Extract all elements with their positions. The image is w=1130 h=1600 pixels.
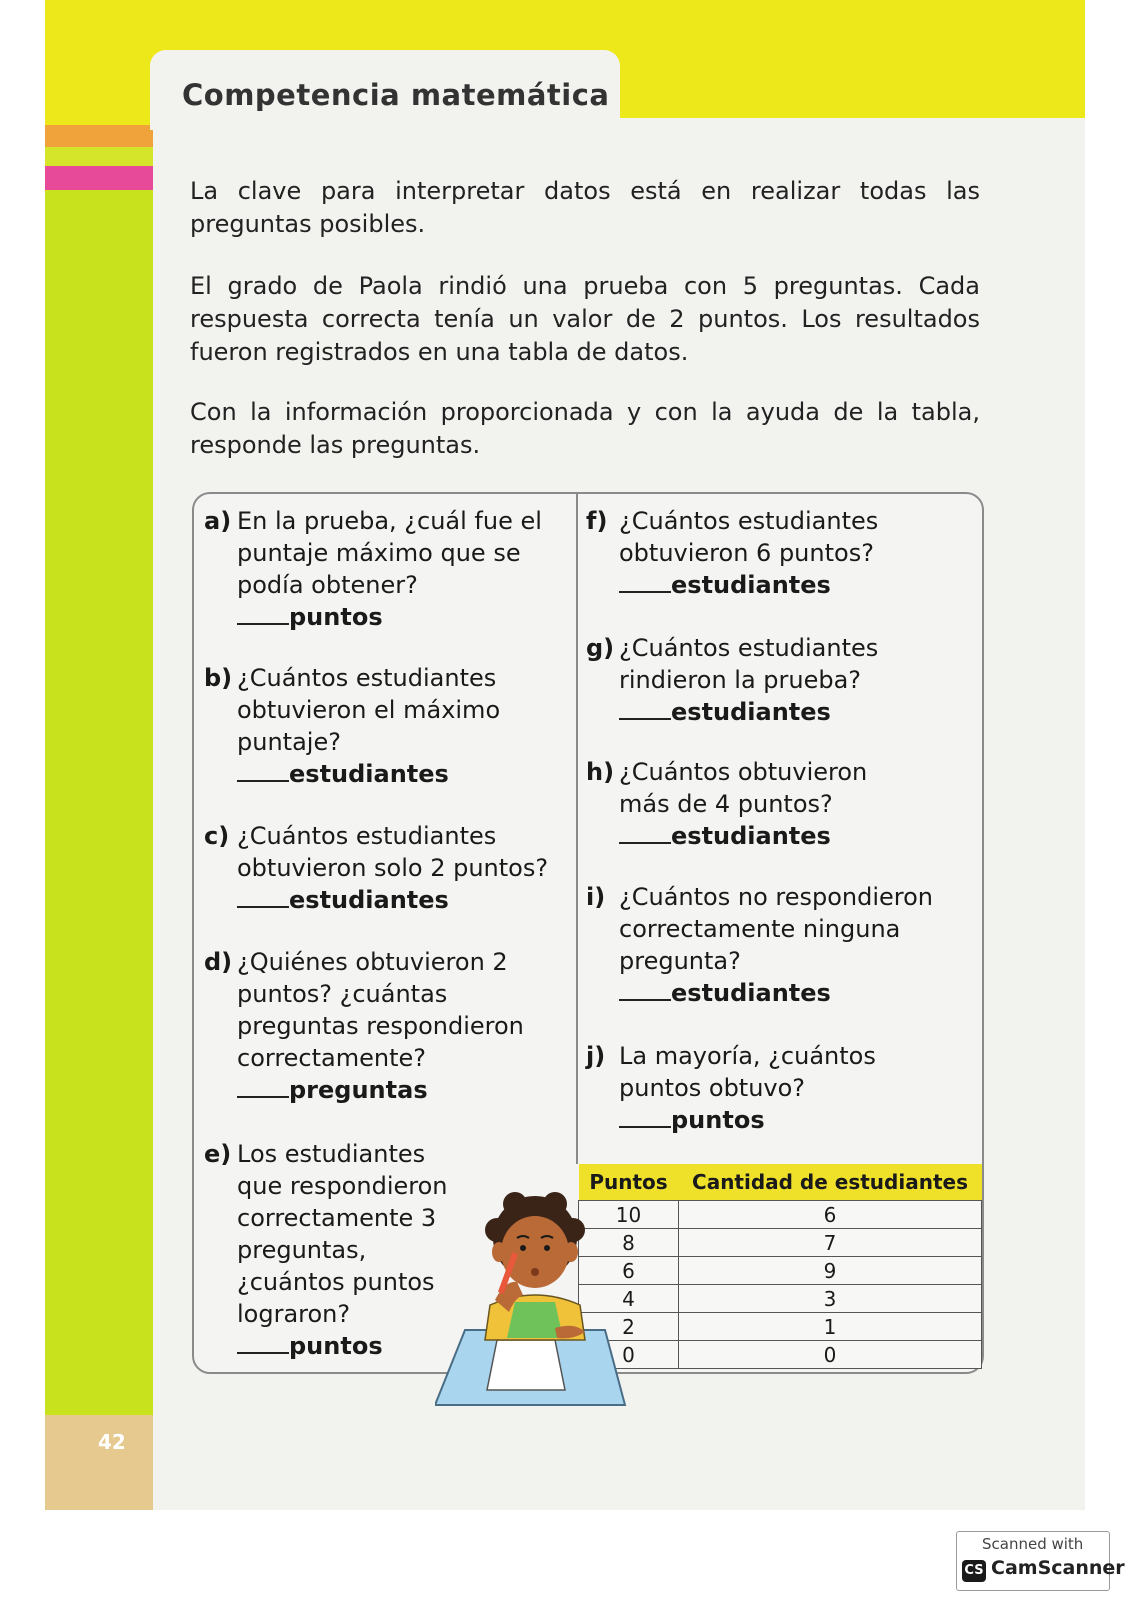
answer-unit: estudiantes bbox=[671, 698, 831, 726]
question-letter: d) bbox=[204, 948, 233, 976]
watermark-line-1: Scanned with bbox=[982, 1535, 1084, 1553]
camscanner-logo-icon: CS bbox=[962, 1560, 986, 1582]
points-cell: 6 bbox=[579, 1257, 679, 1285]
count-cell: 0 bbox=[679, 1341, 982, 1369]
answer-blank[interactable] bbox=[619, 1104, 671, 1128]
question-f bbox=[586, 505, 916, 601]
points-cell: 2 bbox=[579, 1313, 679, 1341]
pink-stripe bbox=[45, 166, 153, 190]
answer-blank[interactable] bbox=[237, 601, 289, 625]
column-header: Cantidad de estudiantes bbox=[679, 1164, 982, 1201]
question-h bbox=[586, 756, 886, 852]
count-cell: 3 bbox=[679, 1285, 982, 1313]
points-cell: 4 bbox=[579, 1285, 679, 1313]
answer-blank[interactable] bbox=[619, 696, 671, 720]
answer-blank[interactable] bbox=[237, 758, 289, 782]
count-cell: 9 bbox=[679, 1257, 982, 1285]
question-letter: e) bbox=[204, 1140, 232, 1168]
question-a bbox=[204, 505, 544, 633]
question-e bbox=[204, 1138, 459, 1362]
question-c bbox=[204, 820, 554, 916]
answer-unit: estudiantes bbox=[671, 979, 831, 1007]
question-letter: c) bbox=[204, 822, 230, 850]
question-letter: a) bbox=[204, 507, 232, 535]
table-row bbox=[579, 1201, 982, 1229]
answer-blank[interactable] bbox=[619, 820, 671, 844]
answer-blank[interactable] bbox=[619, 569, 671, 593]
answer-line bbox=[237, 601, 544, 633]
answer-line bbox=[619, 820, 886, 852]
question-text: ¿Cuántos obtuvieron más de 4 puntos? bbox=[619, 758, 868, 818]
table-row bbox=[579, 1341, 982, 1369]
answer-unit: estudiantes bbox=[671, 822, 831, 850]
orange-stripe bbox=[45, 125, 153, 147]
page-title: Competencia matemática bbox=[182, 78, 610, 112]
question-g bbox=[586, 632, 916, 728]
table-header-row bbox=[579, 1164, 982, 1201]
answer-line bbox=[619, 977, 956, 1009]
count-cell: 1 bbox=[679, 1313, 982, 1341]
question-text: La mayoría, ¿cuántos puntos obtuvo? bbox=[619, 1042, 876, 1102]
table-row bbox=[579, 1229, 982, 1257]
answer-blank[interactable] bbox=[237, 884, 289, 908]
question-letter: f) bbox=[586, 507, 608, 535]
student-illustration bbox=[435, 1190, 635, 1420]
question-letter: b) bbox=[204, 664, 233, 692]
question-text: Los estudiantes que respondieron correctamente 3 preguntas, ¿cuántos puntos lograron? bbox=[237, 1140, 448, 1328]
question-text: ¿Quiénes obtuvieron 2 puntos? ¿cuántas preguntas respondieron correctamente? bbox=[237, 948, 524, 1072]
results-table bbox=[578, 1164, 982, 1369]
answer-line bbox=[237, 758, 514, 790]
intro-paragraph-1: La clave para interpretar datos está en realizar todas las preguntas posibles. bbox=[190, 177, 980, 238]
answer-line bbox=[619, 569, 916, 601]
question-text: ¿Cuántos estudiantes obtuvieron 6 puntos? bbox=[619, 507, 879, 567]
watermark-line-2: CamScanner bbox=[991, 1557, 1125, 1579]
question-letter: h) bbox=[586, 758, 615, 786]
question-text: ¿Cuántos no respondieron correctamente ninguna pregunta? bbox=[619, 883, 934, 975]
points-cell: 8 bbox=[579, 1229, 679, 1257]
answer-unit: preguntas bbox=[289, 1076, 428, 1104]
question-i bbox=[586, 881, 956, 1009]
intro-paragraph-3: Con la información proporcionada y con la ayuda de la tabla, responde las preguntas. bbox=[190, 398, 980, 459]
table-row bbox=[579, 1285, 982, 1313]
answer-unit: puntos bbox=[671, 1106, 765, 1134]
table-row bbox=[579, 1313, 982, 1341]
answer-unit: estudiantes bbox=[671, 571, 831, 599]
column-header: Puntos bbox=[579, 1164, 679, 1201]
points-cell: 0 bbox=[579, 1341, 679, 1369]
answer-unit: estudiantes bbox=[289, 760, 449, 788]
question-letter: i) bbox=[586, 883, 606, 911]
answer-blank[interactable] bbox=[619, 977, 671, 1001]
question-letter: g) bbox=[586, 634, 615, 662]
question-j bbox=[586, 1040, 896, 1136]
question-text: ¿Cuántos estudiantes rindieron la prueba? bbox=[619, 634, 879, 694]
count-cell: 7 bbox=[679, 1229, 982, 1257]
question-text: En la prueba, ¿cuál fue el puntaje máximo que se podía obtener? bbox=[237, 507, 542, 599]
question-letter: j) bbox=[586, 1042, 606, 1070]
question-text: ¿Cuántos estudiantes obtuvieron el máximo puntaje? bbox=[237, 664, 501, 756]
page-number: 42 bbox=[98, 1430, 126, 1454]
column-divider bbox=[576, 494, 578, 1164]
answer-line bbox=[619, 1104, 896, 1136]
answer-line bbox=[619, 696, 916, 728]
answer-unit: estudiantes bbox=[289, 886, 449, 914]
answer-blank[interactable] bbox=[237, 1074, 289, 1098]
answer-line bbox=[237, 1330, 459, 1362]
answer-unit: puntos bbox=[289, 1332, 383, 1360]
table-row bbox=[579, 1257, 982, 1285]
answer-unit: puntos bbox=[289, 603, 383, 631]
question-text: ¿Cuántos estudiantes obtuvieron solo 2 puntos? bbox=[237, 822, 549, 882]
answer-line bbox=[237, 1074, 544, 1106]
left-green-band bbox=[45, 190, 153, 1415]
answer-line bbox=[237, 884, 554, 916]
intro-paragraph-2: El grado de Paola rindió una prueba con 5 preguntas. Cada respuesta correcta tenía un valor de 2 puntos. Los resultados fueron registrados en una tabla de datos. bbox=[190, 272, 980, 366]
question-d bbox=[204, 946, 544, 1106]
question-b bbox=[204, 662, 514, 790]
count-cell: 6 bbox=[679, 1201, 982, 1229]
points-cell: 10 bbox=[579, 1201, 679, 1229]
answer-blank[interactable] bbox=[237, 1330, 289, 1354]
